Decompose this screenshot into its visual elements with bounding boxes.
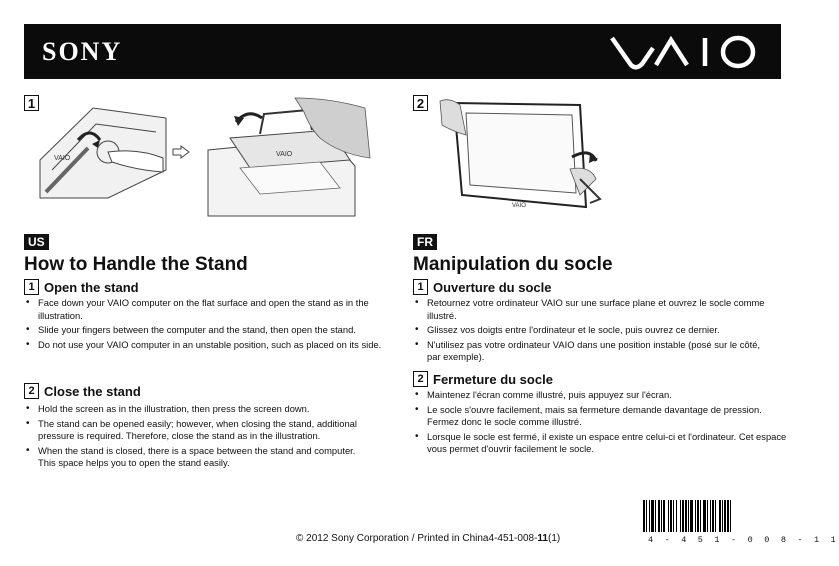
illustration-open-stand-b — [200, 98, 370, 218]
barcode-bar — [697, 500, 699, 532]
part-number-bold: 11 — [537, 533, 548, 544]
barcode-bar — [707, 500, 708, 532]
svg-text:VAIO: VAIO — [276, 151, 293, 158]
step-number: 1 — [24, 279, 39, 295]
list-item: • Maintenez l'écran comme illustré, puis appuyez sur l'écran. — [413, 389, 788, 402]
barcode-digits: 4 - 4 5 1 - 0 0 8 - 1 1 — [648, 535, 839, 545]
barcode-bar — [668, 500, 669, 532]
barcode-bar — [712, 500, 714, 532]
list-item: • Hold the screen as in the illustration, then press the screen down. — [24, 403, 364, 416]
list-item: • Slide your fingers between the computer and the stand, then open the stand. — [24, 324, 394, 337]
step-2-box: 2 — [413, 95, 428, 111]
subheading-ouverture — [413, 279, 551, 295]
barcode-bar — [695, 500, 696, 532]
barcode-bar — [682, 500, 684, 532]
list-item: • When the stand is closed, there is a space between the stand and computer. This space helps you to open the stand easily. — [24, 445, 364, 470]
barcode-bar — [658, 500, 660, 532]
barcode-bar — [680, 500, 681, 532]
barcode-bar — [690, 500, 693, 532]
step-number: 1 — [413, 279, 428, 295]
list-item: • Le socle s'ouvre facilement, mais sa fermeture demande davantage de pression. Fermez donc le socle comme illustré. — [413, 404, 788, 429]
svg-text:VAIO: VAIO — [54, 155, 71, 162]
barcode-bar — [727, 500, 729, 532]
vaio-logo — [609, 34, 759, 70]
list-item: • N'utilisez pas votre ordinateur VAIO dans une position instable (posé sur le côté, par exemple). — [413, 339, 773, 364]
subheading-label: Fermeture du socle — [433, 371, 553, 387]
subheading-label: Open the stand — [44, 279, 139, 295]
part-number-suffix: (1) — [547, 533, 561, 544]
barcode-bar — [646, 500, 647, 532]
barcode-bar — [685, 500, 687, 532]
barcode-bar — [703, 500, 706, 532]
header-band — [24, 24, 781, 79]
barcode-bar — [643, 500, 645, 532]
footer-copyright — [296, 533, 560, 544]
barcode-bar — [649, 500, 650, 532]
list-item: • Retournez votre ordinateur VAIO sur une surface plane et ouvrez le socle comme illustré. — [413, 297, 773, 322]
bullet-list-close-stand — [24, 403, 364, 472]
illustration-close-stand — [440, 95, 610, 210]
step-number: 2 — [24, 383, 39, 399]
list-item: • Do not use your VAIO computer in an unstable position, such as placed on its side. — [24, 339, 394, 352]
arrow-icon — [172, 145, 190, 159]
barcode-bar — [710, 500, 711, 532]
illustration-open-stand-a — [38, 100, 168, 200]
barcode-bar — [673, 500, 674, 532]
part-number-prefix: 4-451-008- — [488, 533, 538, 544]
list-item: • Face down your VAIO computer on the flat surface and open the stand as in the illustration. — [24, 297, 394, 322]
page-title-us: How to Handle the Stand — [24, 254, 248, 275]
barcode-bar — [700, 500, 701, 532]
sony-logo: SONY — [42, 37, 123, 66]
list-item: • Lorsque le socle est fermé, il existe un espace entre celui-ci et l'ordinateur. Cet espace vous permet d'ouvrir facilement le socle. — [413, 431, 788, 456]
barcode-bar — [688, 500, 689, 532]
svg-text:VAIO: VAIO — [512, 203, 526, 209]
barcode-bar — [655, 500, 656, 532]
page-title-fr: Manipulation du socle — [413, 254, 613, 275]
lang-badge-fr: FR — [413, 234, 437, 250]
copyright-text: © 2012 Sony Corporation / Printed in China — [296, 533, 489, 544]
subheading-fermeture — [413, 371, 553, 387]
barcode — [643, 500, 781, 532]
barcode-bar — [722, 500, 723, 532]
lang-badge-us: US — [24, 234, 49, 250]
subheading-label: Ouverture du socle — [433, 279, 552, 295]
subheading-label: Close the stand — [44, 383, 141, 399]
step-number: 2 — [413, 371, 428, 387]
bullet-list-ouverture — [413, 297, 773, 366]
barcode-bar — [663, 500, 665, 532]
barcode-bar — [651, 500, 654, 532]
barcode-bar — [719, 500, 721, 532]
barcode-bar — [724, 500, 726, 532]
subheading-open-stand — [24, 279, 139, 295]
barcode-bar — [670, 500, 672, 532]
barcode-bar — [715, 500, 716, 532]
barcode-bar — [676, 500, 677, 532]
bullet-list-open-stand — [24, 297, 394, 353]
list-item: • Glissez vos doigts entre l'ordinateur et le socle, puis ouvrez ce dernier. — [413, 324, 773, 337]
subheading-close-stand — [24, 383, 141, 399]
list-item: • The stand can be opened easily; however, when closing the stand, additional pressure is required. Therefore, close the stand as in the illustration. — [24, 418, 364, 443]
barcode-bar — [661, 500, 662, 532]
bullet-list-fermeture — [413, 389, 788, 458]
barcode-bar — [730, 500, 731, 532]
step-1-box: 1 — [24, 95, 39, 111]
